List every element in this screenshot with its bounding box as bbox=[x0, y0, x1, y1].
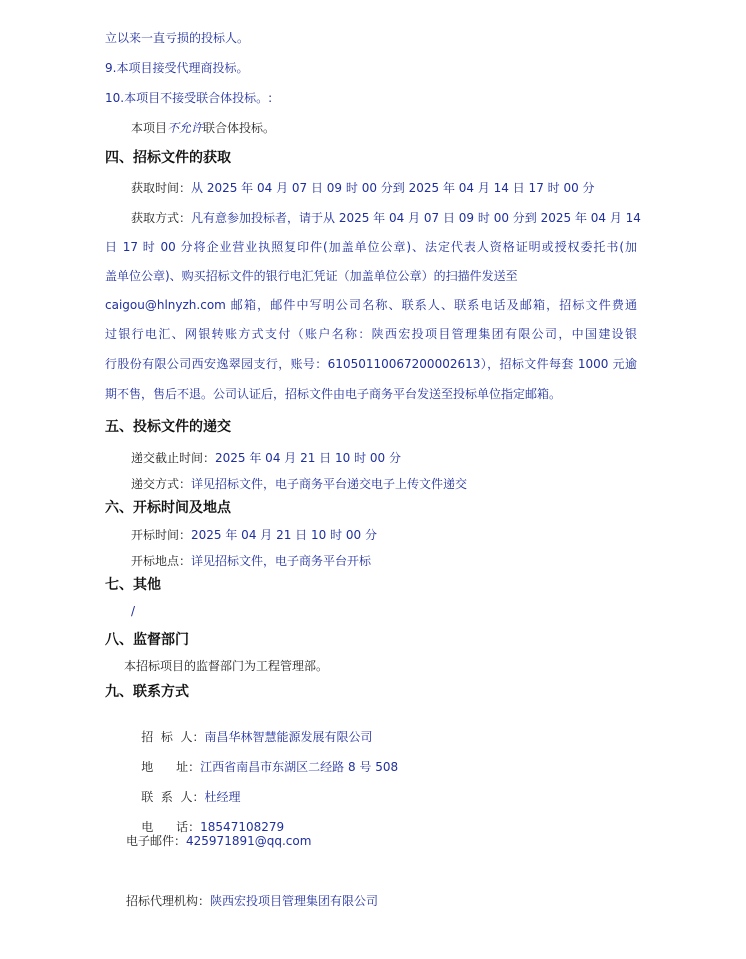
obtain-method-text-7: 期不售，售后不退。公司认证后，招标文件由电子商务平台发送至投标单位指定邮箱。 bbox=[105, 387, 562, 401]
address-value: 江西省南昌市东湖区二经路 8 号 508 bbox=[200, 760, 399, 774]
consortium-italic: 不允许 bbox=[167, 121, 204, 135]
section-5-heading: 五、投标文件的递交 bbox=[105, 419, 231, 435]
submit-method-line bbox=[131, 476, 467, 492]
email-line bbox=[126, 833, 311, 849]
opening-time-value: 2025 年 04 月 21 日 10 时 00 分 bbox=[191, 528, 377, 542]
submit-deadline-label: 递交截止时间： bbox=[131, 451, 216, 465]
consortium-line bbox=[131, 120, 275, 136]
section-6-heading: 六、开标时间及地点 bbox=[105, 500, 231, 516]
agency-value: 陕西宏投项目管理集团有限公司 bbox=[210, 894, 379, 908]
section-4-heading: 四、招标文件的获取 bbox=[105, 150, 231, 166]
opening-place-value: 详见招标文件，电子商务平台开标 bbox=[191, 554, 372, 568]
agency-line bbox=[126, 893, 378, 909]
obtain-method-text-6: 行股份有限公司西安逸翠园支行，账号：61050110067200002613），招标文件每套 1000 元逾 bbox=[105, 357, 637, 371]
submit-deadline-value: 2025 年 04 月 21 日 10 时 00 分 bbox=[215, 451, 401, 465]
opening-time-label: 开标时间： bbox=[131, 528, 192, 542]
section-8-heading: 八、监督部门 bbox=[105, 632, 189, 648]
submit-method-value: 详见招标文件，电子商务平台递交电子上传文件递交 bbox=[191, 477, 468, 491]
opening-time-line bbox=[131, 527, 377, 543]
paragraph-continuation: 立以来一直亏损的投标人。 bbox=[105, 31, 250, 45]
obtain-method-text-1: 凡有意参加投标者，请于从 2025 年 04 月 07 日 09 时 00 分到 2025 年 04 月 14 bbox=[191, 211, 641, 225]
item-10: 10.本项目不接受联合体投标。: bbox=[105, 91, 273, 105]
tenderer-value: 南昌华林智慧能源发展有限公司 bbox=[204, 730, 373, 744]
submit-method-label: 递交方式： bbox=[131, 477, 192, 491]
obtain-method-text-3: 盖单位公章)、购买招标文件的银行电汇凭证（加盖单位公章）的扫描件发送至 bbox=[105, 269, 518, 283]
phone-value: 18547108279 bbox=[200, 820, 285, 834]
email-label: 电子邮件： bbox=[126, 834, 187, 848]
consortium-suffix: 联合体投标。 bbox=[203, 121, 276, 135]
obtain-time-label: 获取时间： bbox=[131, 181, 192, 195]
other-content: / bbox=[131, 604, 136, 618]
section-9-heading: 九、联系方式 bbox=[105, 684, 189, 700]
consortium-prefix: 本项目 bbox=[131, 121, 168, 135]
submit-deadline-line bbox=[131, 450, 401, 466]
item-9: 9.本项目接受代理商投标。 bbox=[105, 61, 249, 75]
supervision-content: 本招标项目的监督部门为工程管理部。 bbox=[124, 659, 329, 673]
obtain-method-line-1 bbox=[131, 210, 641, 226]
obtain-method-label: 获取方式： bbox=[131, 211, 192, 225]
contact-label: 联 系 人： bbox=[141, 790, 205, 804]
obtain-time-value: 从 2025 年 04 月 07 日 09 时 00 分到 2025 年 04 月 14 日 17 时 00 分 bbox=[191, 181, 595, 195]
contact-value: 杜经理 bbox=[204, 790, 241, 804]
section-7-heading: 七、其他 bbox=[105, 577, 161, 593]
email-value: 425971891@qq.com bbox=[186, 834, 312, 848]
opening-place-label: 开标地点： bbox=[131, 554, 192, 568]
obtain-time-line bbox=[131, 180, 595, 196]
opening-place-line bbox=[131, 553, 371, 569]
address-label: 地 址： bbox=[141, 760, 201, 774]
phone-label: 电 话： bbox=[141, 820, 201, 834]
obtain-method-text-2: 日 17 时 00 分将企业营业执照复印件(加盖单位公章)、法定代表人资格证明或授权委托书(加 bbox=[105, 240, 637, 254]
agency-label: 招标代理机构： bbox=[126, 894, 211, 908]
obtain-method-text-5: 过银行电汇、网银转账方式支付（账户名称：陕西宏投项目管理集团有限公司，中国建设银 bbox=[105, 327, 637, 341]
tenderer-label: 招 标 人： bbox=[141, 730, 205, 744]
obtain-method-text-4: caigou@hlnyzh.com 邮箱，邮件中写明公司名称、联系人、联系电话及邮箱，招标文件费通 bbox=[105, 298, 637, 312]
